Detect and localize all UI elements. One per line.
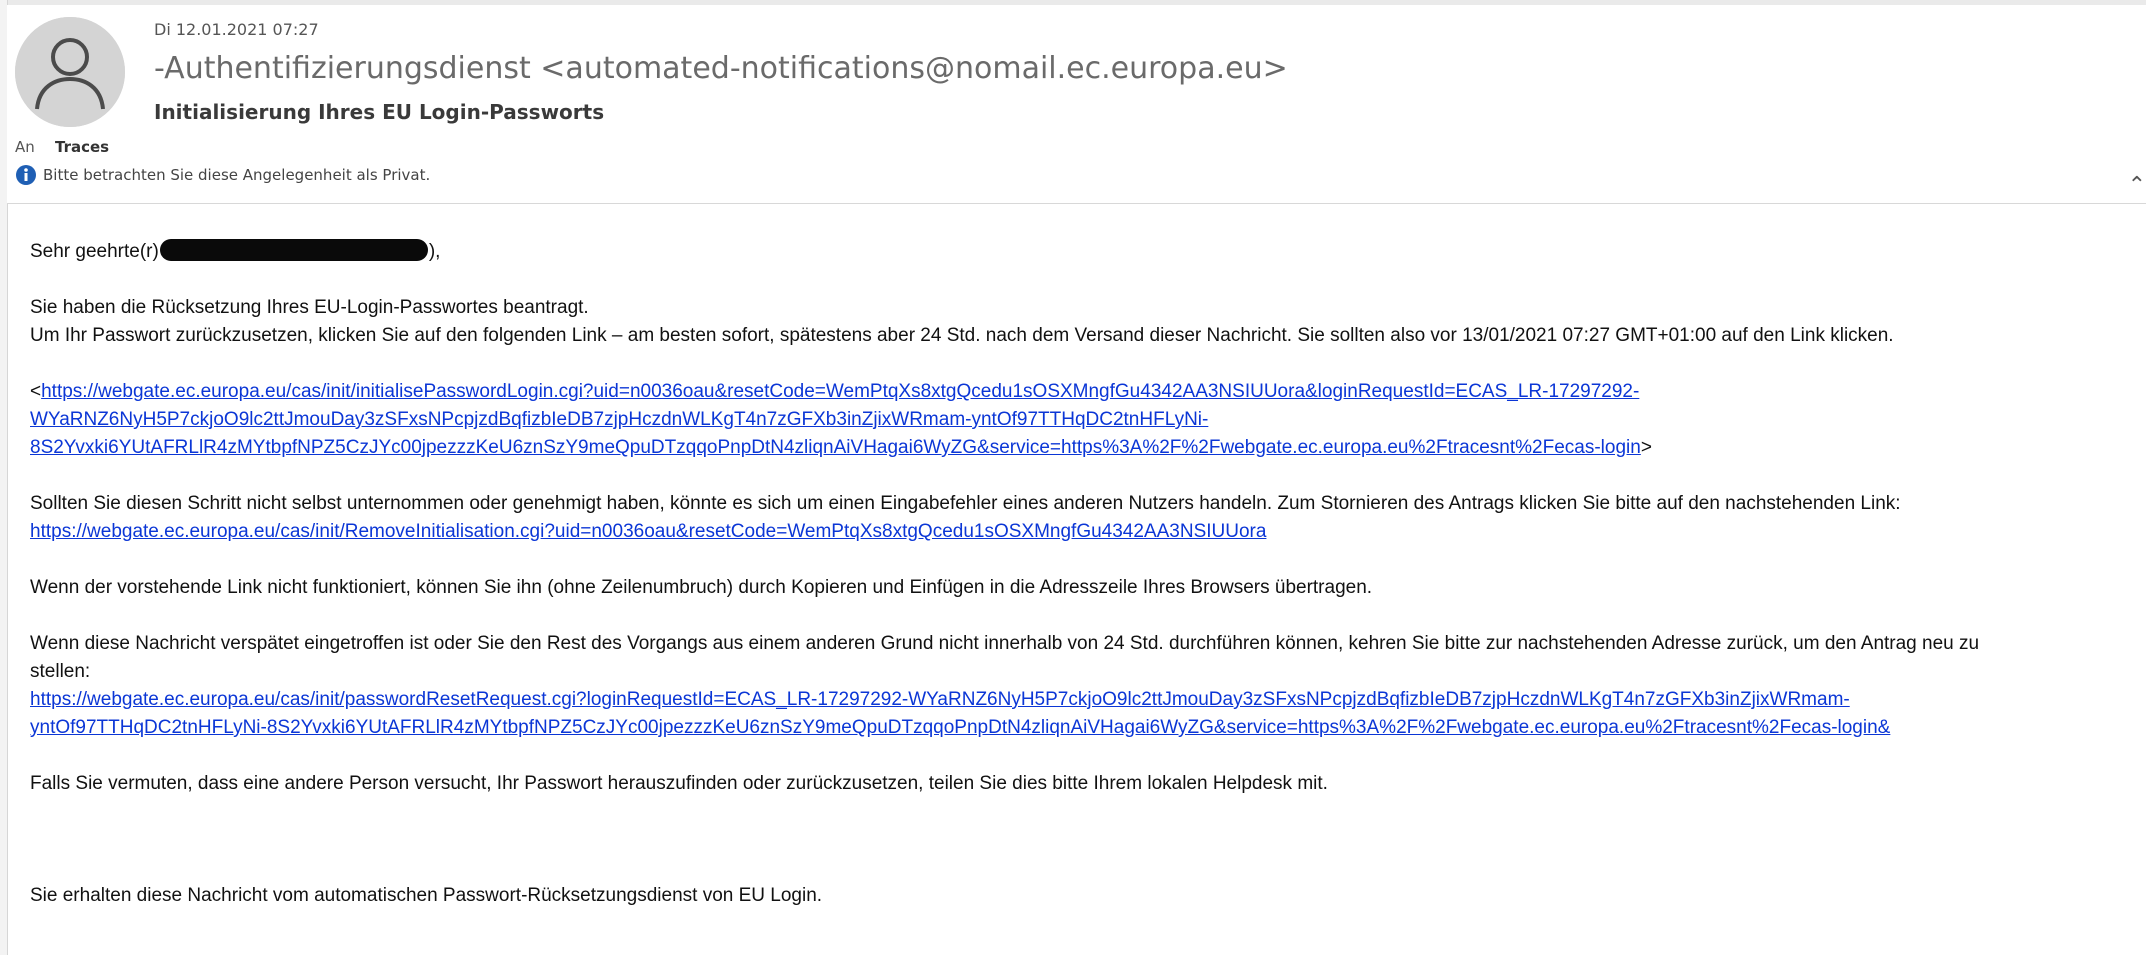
email-body [30,238,2130,910]
link-bracket-close: > [1640,437,1652,458]
to-label: An [15,138,35,156]
paragraph-4: Wenn der vorstehende Link nicht funktioniert, können Sie ihn (ohne Zeilenumbruch) durch Kopieren und Einfügen in die Adresszeile Ihres Browsers übertragen. [30,577,1373,598]
person-avatar-icon [15,17,125,127]
email-sender[interactable]: -Authentifizierungsdienst <automated-notifications@nomail.ec.europa.eu> [154,51,1288,86]
paragraph-1: Sie haben die Rücksetzung Ihres EU-Login-Passwortes beantragt. [30,297,589,318]
request-link-line-2[interactable]: yntOf97TTHqDC2tnHFLyNi-8S2Yvxki6YUtAFRLlR4zMYtbpfNPZ5CzJYc00jpezzzKeU6znSzY9meQpuDTzqqoPnpDtN4zliqnAiVHagai6WyZG&service=https%3A%2F%2Fwebgate.ec.europa.eu%2Ftracesnt%2Fecas-login& [30,717,1891,738]
paragraph-5-line-1: Wenn diese Nachricht verspätet eingetroffen ist oder Sie den Rest des Vorgangs aus einem anderen Grund nicht innerhalb von 24 Std. durchführen können, kehren Sie bitte zur nachstehenden Adresse zurück, um den Antrag neu zu [30,633,1980,654]
reset-password-link[interactable] [30,381,1641,458]
paragraph-3: Sollten Sie diesen Schritt nicht selbst unternommen oder genehmigt haben, könnte es sich um einen Eingabefehler eines anderen Nutzers handeln. Zum Stornieren des Antrags klicken Sie bitte auf den nachstehenden Link: [30,493,1901,514]
redaction-mark [160,239,428,261]
info-text: Bitte betrachten Sie diese Angelegenheit als Privat. [43,166,431,184]
reset-link-block [30,378,2130,462]
link-bracket-open: < [30,381,42,402]
password-reset-request-link[interactable] [30,689,1890,738]
paragraph-6: Falls Sie vermuten, dass eine andere Person versucht, Ihr Passwort herauszufinden oder zurückzusetzen, teilen Sie dies bitte Ihrem lokalen Helpdesk mit. [30,773,1328,794]
collapse-chevron-icon[interactable]: ⌃ [2127,173,2146,198]
reset-link-line-3[interactable]: 8S2Yvxki6YUtAFRLlR4zMYtbpfNPZ5CzJYc00jpezzzKeU6znSzY9meQpuDTzqqoPnpDtN4zliqnAiVHagai6WyZG&service=https%3A%2F%2Fwebgate.ec.europa.eu%2Ftracesnt%2Fecas-login [30,437,1641,458]
reset-link-line-1[interactable]: https://webgate.ec.europa.eu/cas/init/initialisePasswordLogin.cgi?uid=n0036oau&resetCode=WemPtqXs8xtgQcedu1sOSXMngfGu4342AA3NSIUUora&loginRequestId=ECAS_LR-17297292- [41,381,1640,402]
reset-link-line-2[interactable]: WYaRNZ6NyH5P7ckjoO9lc2ttJmouDay3zSFxsNPcpjzdBqfizbIeDB7zjpHczdnWLKgT4n7zGFXb3inZjixWRmam-yntOf97TTHqDC2tnHFLyNi- [30,409,1209,430]
header-divider [7,203,2146,204]
paragraph-2: Um Ihr Passwort zurückzusetzen, klicken Sie auf den folgenden Link – am besten sofort, spätestens aber 24 Std. nach dem Versand dieser Nachricht. Sie sollten also vor 13/01/2021 07:27 GMT+01:00 auf den Link klicken. [30,325,1894,346]
to-recipient[interactable]: Traces [55,138,110,156]
info-icon [15,164,37,186]
remove-initialisation-link[interactable]: https://webgate.ec.europa.eu/cas/init/RemoveInitialisation.cgi?uid=n0036oau&resetCode=WemPtqXs8xtgQcedu1sOSXMngfGu4342AA3NSIUUora [30,521,1267,542]
email-subject: Initialisierung Ihres EU Login-Passworts [154,100,605,124]
greeting-end: ), [428,241,441,262]
email-date: Di 12.01.2021 07:27 [154,20,319,39]
greeting-text: Sehr geehrte(r) [30,241,159,262]
request-link-line-1[interactable]: https://webgate.ec.europa.eu/cas/init/passwordResetRequest.cgi?loginRequestId=ECAS_LR-17297292-WYaRNZ6NyH5P7ckjoO9lc2ttJmouDay3zSFxsNPcpjzdBqfizbIeDB7zjpHczdnWLKgT4n7zGFXb3inZjixWRmam- [30,689,1850,710]
paragraph-5-line-2: stellen: [30,661,91,682]
paragraph-7: Sie erhalten diese Nachricht vom automatischen Passwort-Rücksetzungsdienst von EU Login. [30,885,823,906]
info-bar [15,163,430,187]
greeting [30,238,2130,266]
email-header [7,5,2146,203]
